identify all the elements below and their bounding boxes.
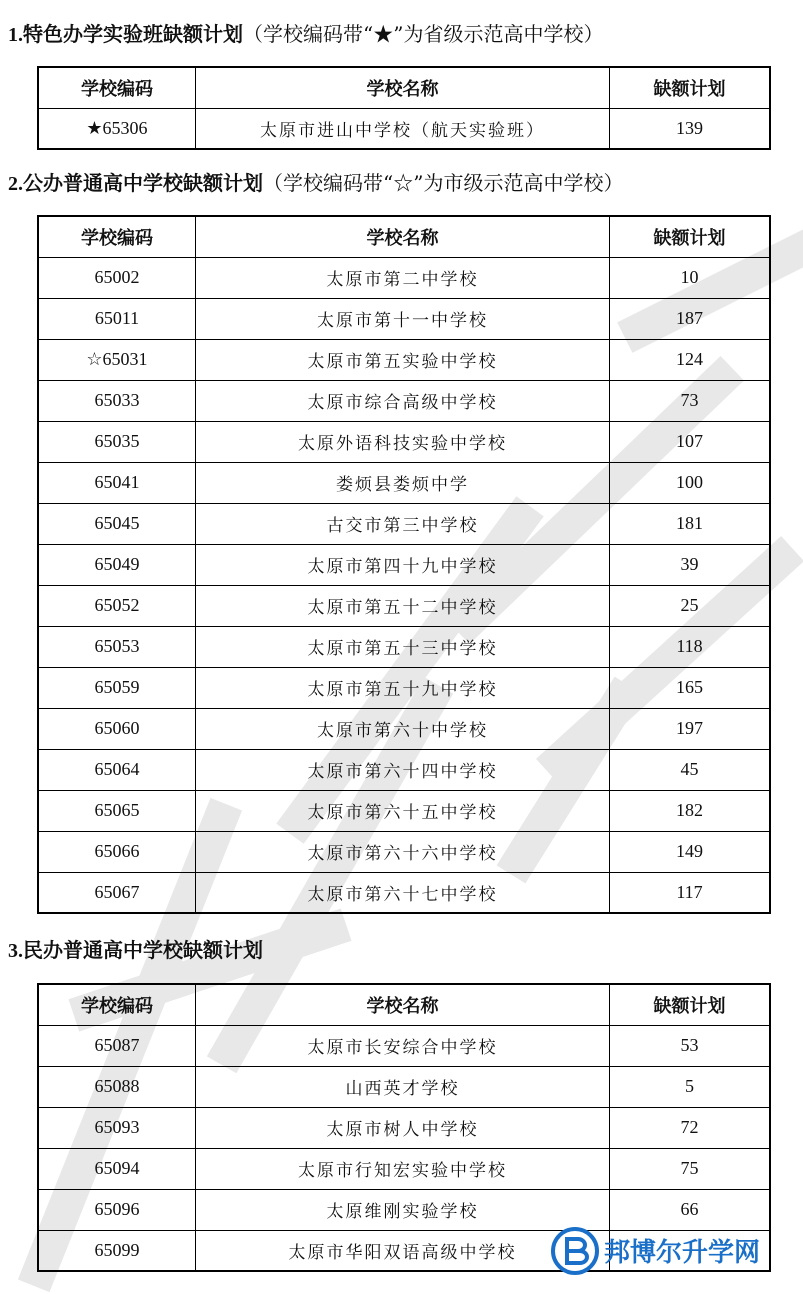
header-name: 学校名称 (196, 984, 610, 1025)
school-name: 太原维刚实验学校 (196, 1189, 610, 1230)
section-note: （学校编码带“☆”为市级示范高中学校） (263, 171, 624, 195)
section-note: （学校编码带“★”为省级示范高中学校） (243, 22, 604, 46)
school-code: 65067 (38, 872, 196, 913)
section-title: 特色办学实验班缺额计划 (23, 22, 243, 46)
quota: 165 (610, 667, 771, 708)
school-name: 太原市长安综合中学校 (196, 1025, 610, 1066)
school-code: 65096 (38, 1189, 196, 1230)
school-code: 65049 (38, 544, 196, 585)
table-row (38, 872, 770, 913)
school-code: 65064 (38, 749, 196, 790)
school-name: 太原市第六十中学校 (196, 708, 610, 749)
table-row (38, 790, 770, 831)
school-code: 65002 (38, 257, 196, 298)
table-row (38, 1025, 770, 1066)
header-code: 学校编码 (38, 67, 196, 108)
table-row (38, 421, 770, 462)
school-code: ★65306 (38, 108, 196, 149)
school-name: 太原市华阳双语高级中学校 (196, 1230, 610, 1271)
header-name: 学校名称 (196, 216, 610, 257)
quota: 25 (610, 585, 771, 626)
header-name: 学校名称 (196, 67, 610, 108)
school-name: 太原外语科技实验中学校 (196, 421, 610, 462)
school-code: 65093 (38, 1107, 196, 1148)
school-name: 太原市行知宏实验中学校 (196, 1148, 610, 1189)
quota: 10 (610, 257, 771, 298)
school-name: 太原市第十一中学校 (196, 298, 610, 339)
school-name: 太原市综合高级中学校 (196, 380, 610, 421)
school-name: 娄烦县娄烦中学 (196, 462, 610, 503)
school-code: 65033 (38, 380, 196, 421)
table-row (38, 749, 770, 790)
school-code: 65011 (38, 298, 196, 339)
school-name: 山西英才学校 (196, 1066, 610, 1107)
table-row (38, 257, 770, 298)
table-row (38, 1148, 770, 1189)
school-name: 太原市第五实验中学校 (196, 339, 610, 380)
table-public-schools (37, 215, 771, 914)
quota: 53 (610, 1025, 771, 1066)
header-code: 学校编码 (38, 216, 196, 257)
school-code: 65059 (38, 667, 196, 708)
school-name: 太原市第六十五中学校 (196, 790, 610, 831)
school-code: 65053 (38, 626, 196, 667)
quota: 45 (610, 749, 771, 790)
school-name: 太原市第二中学校 (196, 257, 610, 298)
site-logo (548, 1224, 798, 1280)
logo-text: 邦博尔升学网 (604, 1238, 761, 1268)
header-quota: 缺额计划 (610, 67, 771, 108)
section-title: 公办普通高中学校缺额计划 (23, 171, 263, 195)
school-code: 65087 (38, 1025, 196, 1066)
school-name: 太原市进山中学校（航天实验班） (196, 108, 610, 149)
table-special-class (37, 66, 771, 150)
table-row (38, 1066, 770, 1107)
school-name: 太原市树人中学校 (196, 1107, 610, 1148)
quota: 149 (610, 831, 771, 872)
logo-b-icon (550, 1226, 600, 1276)
quota: 187 (610, 298, 771, 339)
school-code: 65088 (38, 1066, 196, 1107)
quota: 73 (610, 380, 771, 421)
table-row (38, 380, 770, 421)
school-name: 太原市第六十七中学校 (196, 872, 610, 913)
school-name: 太原市第四十九中学校 (196, 544, 610, 585)
table-row (38, 585, 770, 626)
table-row (38, 1107, 770, 1148)
school-name: 太原市第五十三中学校 (196, 626, 610, 667)
school-name: 太原市第六十六中学校 (196, 831, 610, 872)
school-name: 古交市第三中学校 (196, 503, 610, 544)
school-name: 太原市第五十二中学校 (196, 585, 610, 626)
school-code: 65094 (38, 1148, 196, 1189)
quota: 124 (610, 339, 771, 380)
table-row (38, 544, 770, 585)
section-3-heading (8, 936, 263, 965)
header-code: 学校编码 (38, 984, 196, 1025)
table-row (38, 298, 770, 339)
header-quota: 缺额计划 (610, 216, 771, 257)
section-number: 2. (8, 173, 23, 195)
table-row (38, 708, 770, 749)
school-code: 65066 (38, 831, 196, 872)
quota: 66 (610, 1189, 771, 1230)
school-code: 65035 (38, 421, 196, 462)
quota: 182 (610, 790, 771, 831)
school-code: 65045 (38, 503, 196, 544)
quota: 117 (610, 872, 771, 913)
section-2-heading (8, 169, 623, 198)
table-row (38, 667, 770, 708)
quota: 181 (610, 503, 771, 544)
quota: 100 (610, 462, 771, 503)
school-code: 65099 (38, 1230, 196, 1271)
table-row (38, 108, 770, 149)
school-code: ☆65031 (38, 339, 196, 380)
quota: 72 (610, 1107, 771, 1148)
section-number: 1. (8, 24, 23, 46)
header-quota: 缺额计划 (610, 984, 771, 1025)
section-number: 3. (8, 940, 23, 962)
quota: 75 (610, 1148, 771, 1189)
quota: 39 (610, 544, 771, 585)
quota: 5 (610, 1066, 771, 1107)
quota: 118 (610, 626, 771, 667)
school-name: 太原市第五十九中学校 (196, 667, 610, 708)
quota: 107 (610, 421, 771, 462)
quota: 139 (610, 108, 771, 149)
table-row (38, 503, 770, 544)
table-row (38, 626, 770, 667)
school-name: 太原市第六十四中学校 (196, 749, 610, 790)
table-row (38, 831, 770, 872)
school-code: 65052 (38, 585, 196, 626)
section-1-heading (8, 20, 603, 49)
quota: 197 (610, 708, 771, 749)
school-code: 65041 (38, 462, 196, 503)
school-code: 65065 (38, 790, 196, 831)
school-code: 65060 (38, 708, 196, 749)
table-row (38, 339, 770, 380)
section-title: 民办普通高中学校缺额计划 (23, 938, 263, 962)
table-row (38, 462, 770, 503)
